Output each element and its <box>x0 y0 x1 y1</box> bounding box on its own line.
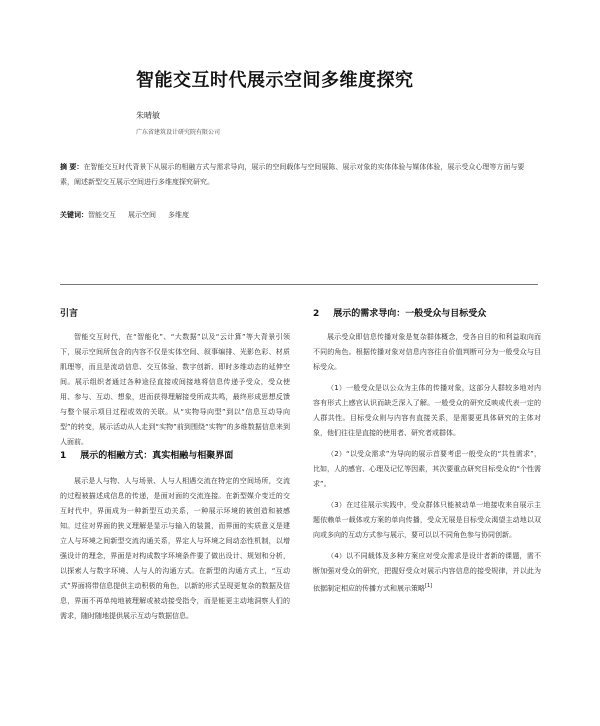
citation-ref: [1] <box>425 583 433 589</box>
section1-number: 1 <box>60 451 67 461</box>
intro-heading: 引言 <box>60 309 79 319</box>
section1-body <box>60 474 290 624</box>
section2-title: 展示的需求导向：一般受众与目标受众 <box>333 309 487 319</box>
section2-paragraph-last <box>313 549 541 596</box>
section2-paragraph: （1）一般受众是以公众为主体的传播对象，这部分人群较多地对内容有形式上感官认识而缺乏深入了解。一般受众的研究反映或代表一定的人群共性。目标受众则与内容有直接关系，是需要更具体研究的主体对象，他们往往是直接的使用者、研究者或群体。 <box>313 384 541 437</box>
abstract-text: 在智能交互时代背景下从展示的相融方式与需求导向，展示的空间载体与空间展陈、展示对象的实体体验与媒体体验，展示受众心理等方面与要素，阐述新型交互展示空间进行多维度探究研究。 <box>60 163 525 186</box>
section1-title: 展示的相融方式：真实相融与相聚界面 <box>80 451 234 461</box>
keyword-item: 展示空间 <box>128 211 156 219</box>
keyword-item: 多维度 <box>168 211 189 219</box>
keyword-item: 智能交互 <box>88 211 116 219</box>
section2-paragraph: 展示受众即信息传播对象是复杂群体概念，受各自目的和利益取向而不同的角色。根据传播对象对信息内容往自价值判断可分为一般受众与目标受众。 <box>313 333 541 371</box>
intro-body <box>60 330 290 450</box>
author-affiliation: 广东省建筑设计研究院有限公司 <box>136 129 221 136</box>
section2-body <box>313 330 541 596</box>
section1-heading <box>60 448 233 461</box>
abstract-label: 摘 要： <box>60 163 84 171</box>
section2-number: 2 <box>313 309 320 319</box>
section1-paragraph: 展示是人与物、人与场景、人与人相遇交流在特定的空间场所，交流的过程被描述成信息的传递，是面对面的交流连接。在新型媒介变迁的交互时代中，界面成为一种新型互动关系，一种展示环境的被创造和被感知。过往对界面的狭义理解是显示与输入的装置，而界面的实质意义是建立人与环境之间新型交流沟通关系，界定人与环境之间动态性机制，以增强设计的理念，界面是对构成数字环境条件要了做出设计、规划和分析，以探索人与数字环境、人与人的沟通方式。在新型的沟通方式上，“互动式”界面将带信息提供主动积极的角色，以新的形式呈现更复杂的数据及信息，界面不再单纯地被理解或被动接受指令，而是能更主动地洞察人们的需求，随时随地提供展示互动与数据信息。 <box>60 477 290 620</box>
keywords-block <box>60 210 189 220</box>
section-divider <box>60 284 538 285</box>
author-name: 朱晴敏 <box>136 111 160 120</box>
section2-heading <box>313 306 486 319</box>
section2-paragraph: （3）在过往展示实践中，受众群体只能被动单一地接收来自展示主题依赖单一载体或方案的单向传播，受众无展是目标受众渴望主动地以双向或多向的互动方式参与展示，要可以以不同角色参与协同创新。 <box>313 501 541 539</box>
section2-paragraph-text: （4）以不同载体及多种方案应对受众需求是设计者新的课题，需不断加强对受众的研究，把握好受众对展示内容信息的接受规律，并以此为依据制定相应的传播方式和展示策略 <box>313 552 541 593</box>
section2-paragraph: （2）“以受众需求”为导向的展示首要考虑一般受众的“共性需求”，比如，人的感官、心理及记忆等因素，其次要重点研究目标受众的“个性需求”。 <box>313 450 541 488</box>
paper-title: 智能交互时代展示空间多维度探究 <box>136 70 414 91</box>
intro-paragraph: 智能交互时代，在“智能化”、“大数据”以及“云计算”等大背景引领下，展示空间所包含的内容不仅是实体空间、叙事编排、光影色彩、材质肌理等，而且是流动信息、交互体验、数字创新、即时多维动态的延伸空间。展示组织者通过各种途径直接或间接地将信息传递予受众，受众使用、参与、互动、想象，进而获得理解接受所成共鸣，最终形成思想反馈与整个展示项目过程或效的关联。从“实物导向型”到以“信息互动导向型”的转变，展示活动从人走到“实物”前到围绕“实物”的多维数据信息来到人面前。 <box>60 333 290 446</box>
keywords-label: 关键词： <box>60 211 88 219</box>
abstract-block <box>60 160 538 190</box>
